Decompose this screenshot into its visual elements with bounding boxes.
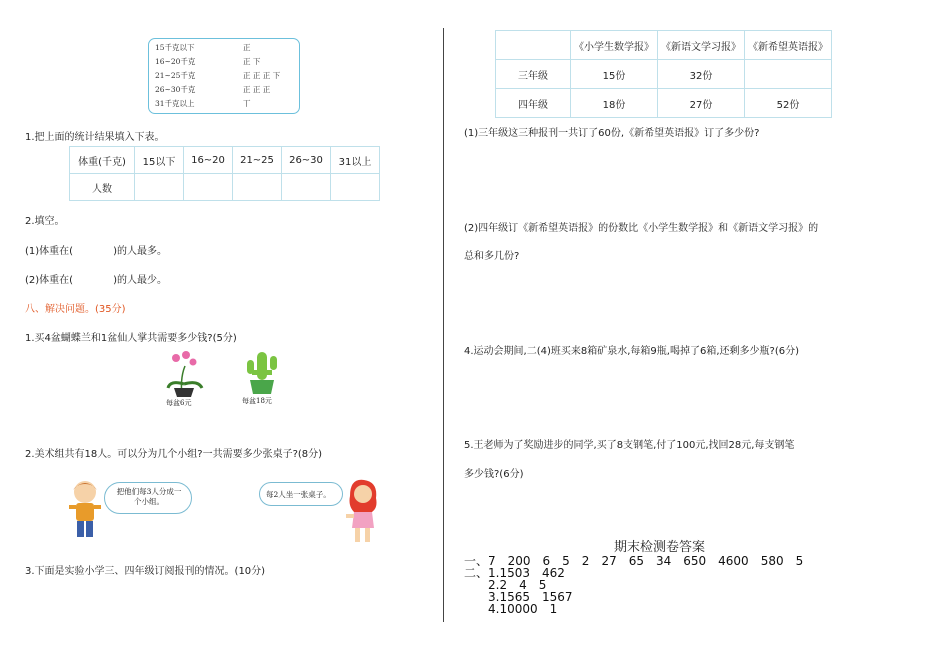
problem-1: 1.买4盆蝴蝶兰和1盆仙人掌共需要多少钱?(5分) (25, 333, 237, 344)
table-header: 体重(千克) (70, 147, 135, 174)
problem-5-line2: 多少钱?(6分) (464, 469, 524, 480)
question-2b: (2)体重在( )的人最少。 (25, 275, 167, 286)
question-2: 2.填空。 (25, 216, 65, 227)
plant1-caption: 每盆6元 (166, 399, 192, 407)
table-header (496, 31, 571, 60)
table-header: 21~25 (233, 147, 282, 174)
tally-row: 31千克以上 丅 (155, 99, 251, 108)
table-cell: 52份 (745, 89, 832, 118)
girl-illustration (342, 478, 382, 548)
problem-5-line1: 5.王老师为了奖励进步的同学,买了8支钢笔,付了100元,找回28元,每支钢笔 (464, 440, 795, 451)
table-header: 《小学生数学报》 (571, 31, 658, 60)
table-cell[interactable] (233, 174, 282, 201)
plant2-caption: 每盆18元 (242, 397, 272, 405)
answer-block (464, 555, 803, 615)
tally-row: 21~25千克 正 正 正 下 (155, 71, 281, 80)
tally-row: 15千克以下 正 (155, 43, 251, 52)
answer-line: 4.10000 1 (464, 602, 558, 616)
bubble-right-text: 每2人坐一张桌子。 (266, 490, 331, 499)
table-header: 《新希望英语报》 (745, 31, 832, 60)
table-cell: 32份 (658, 60, 745, 89)
table-cell (745, 60, 832, 89)
problem-2: 2.美术组共有18人。可以分为几个小组?一共需要多少张桌子?(8分) (25, 449, 323, 460)
question-2a: (1)体重在( )的人最多。 (25, 246, 167, 257)
problem-3: 3.下面是实验小学三、四年级订阅报刊的情况。(10分) (25, 566, 266, 577)
table-cell[interactable] (282, 174, 331, 201)
bubble-left-text: 把他们每3人分成一个小组。 (116, 487, 182, 506)
tally-box (148, 38, 300, 114)
newspaper-table (495, 30, 832, 118)
cactus-plant-image (240, 346, 284, 396)
weight-table (69, 146, 380, 201)
problem-3-q1: (1)三年级这三种报刊一共订了60份,《新希望英语报》订了多少份? (464, 128, 760, 139)
section-heading: 八、解决问题。(35分) (25, 304, 126, 315)
row-label: 三年级 (496, 60, 571, 89)
column-divider (443, 28, 444, 622)
orchid-plant-image (160, 348, 210, 398)
speech-bubble-left (104, 482, 192, 514)
problem-4: 4.运动会期间,二(4)班买来8箱矿泉水,每箱9瓶,喝掉了6箱,还剩多少瓶?(6分) (464, 346, 799, 357)
table-cell[interactable] (135, 174, 184, 201)
table-header: 15以下 (135, 147, 184, 174)
row-label: 四年级 (496, 89, 571, 118)
table-cell[interactable] (184, 174, 233, 201)
answer-line: 2.2 4 5 (464, 578, 547, 592)
table-cell[interactable] (331, 174, 380, 201)
answer-title: 期末检测卷答案 (614, 540, 706, 555)
question-1: 1.把上面的统计结果填入下表。 (25, 132, 165, 143)
tally-row: 26~30千克 正 正 正 (155, 85, 271, 94)
tally-row: 16~20千克 正 下 (155, 57, 261, 66)
answer-line: 3.1565 1567 (464, 590, 573, 604)
boy-illustration (65, 478, 105, 544)
table-cell: 27份 (658, 89, 745, 118)
problem-3-q2-line1: (2)四年级订《新希望英语报》的份数比《小学生数学报》和《新语文学习报》的 (464, 223, 819, 234)
answer-line: 一、7 200 6 5 2 27 65 34 650 4600 580 5 (464, 554, 804, 568)
speech-bubble-right (259, 482, 343, 506)
table-cell: 18份 (571, 89, 658, 118)
table-header: 《新语文学习报》 (658, 31, 745, 60)
problem-3-q2-line2: 总和多几份? (464, 251, 520, 262)
row-label: 人数 (70, 174, 135, 201)
table-header: 26~30 (282, 147, 331, 174)
table-cell: 15份 (571, 60, 658, 89)
answer-line: 二、1.1503 462 (464, 566, 565, 580)
table-header: 31以上 (331, 147, 380, 174)
table-header: 16~20 (184, 147, 233, 174)
